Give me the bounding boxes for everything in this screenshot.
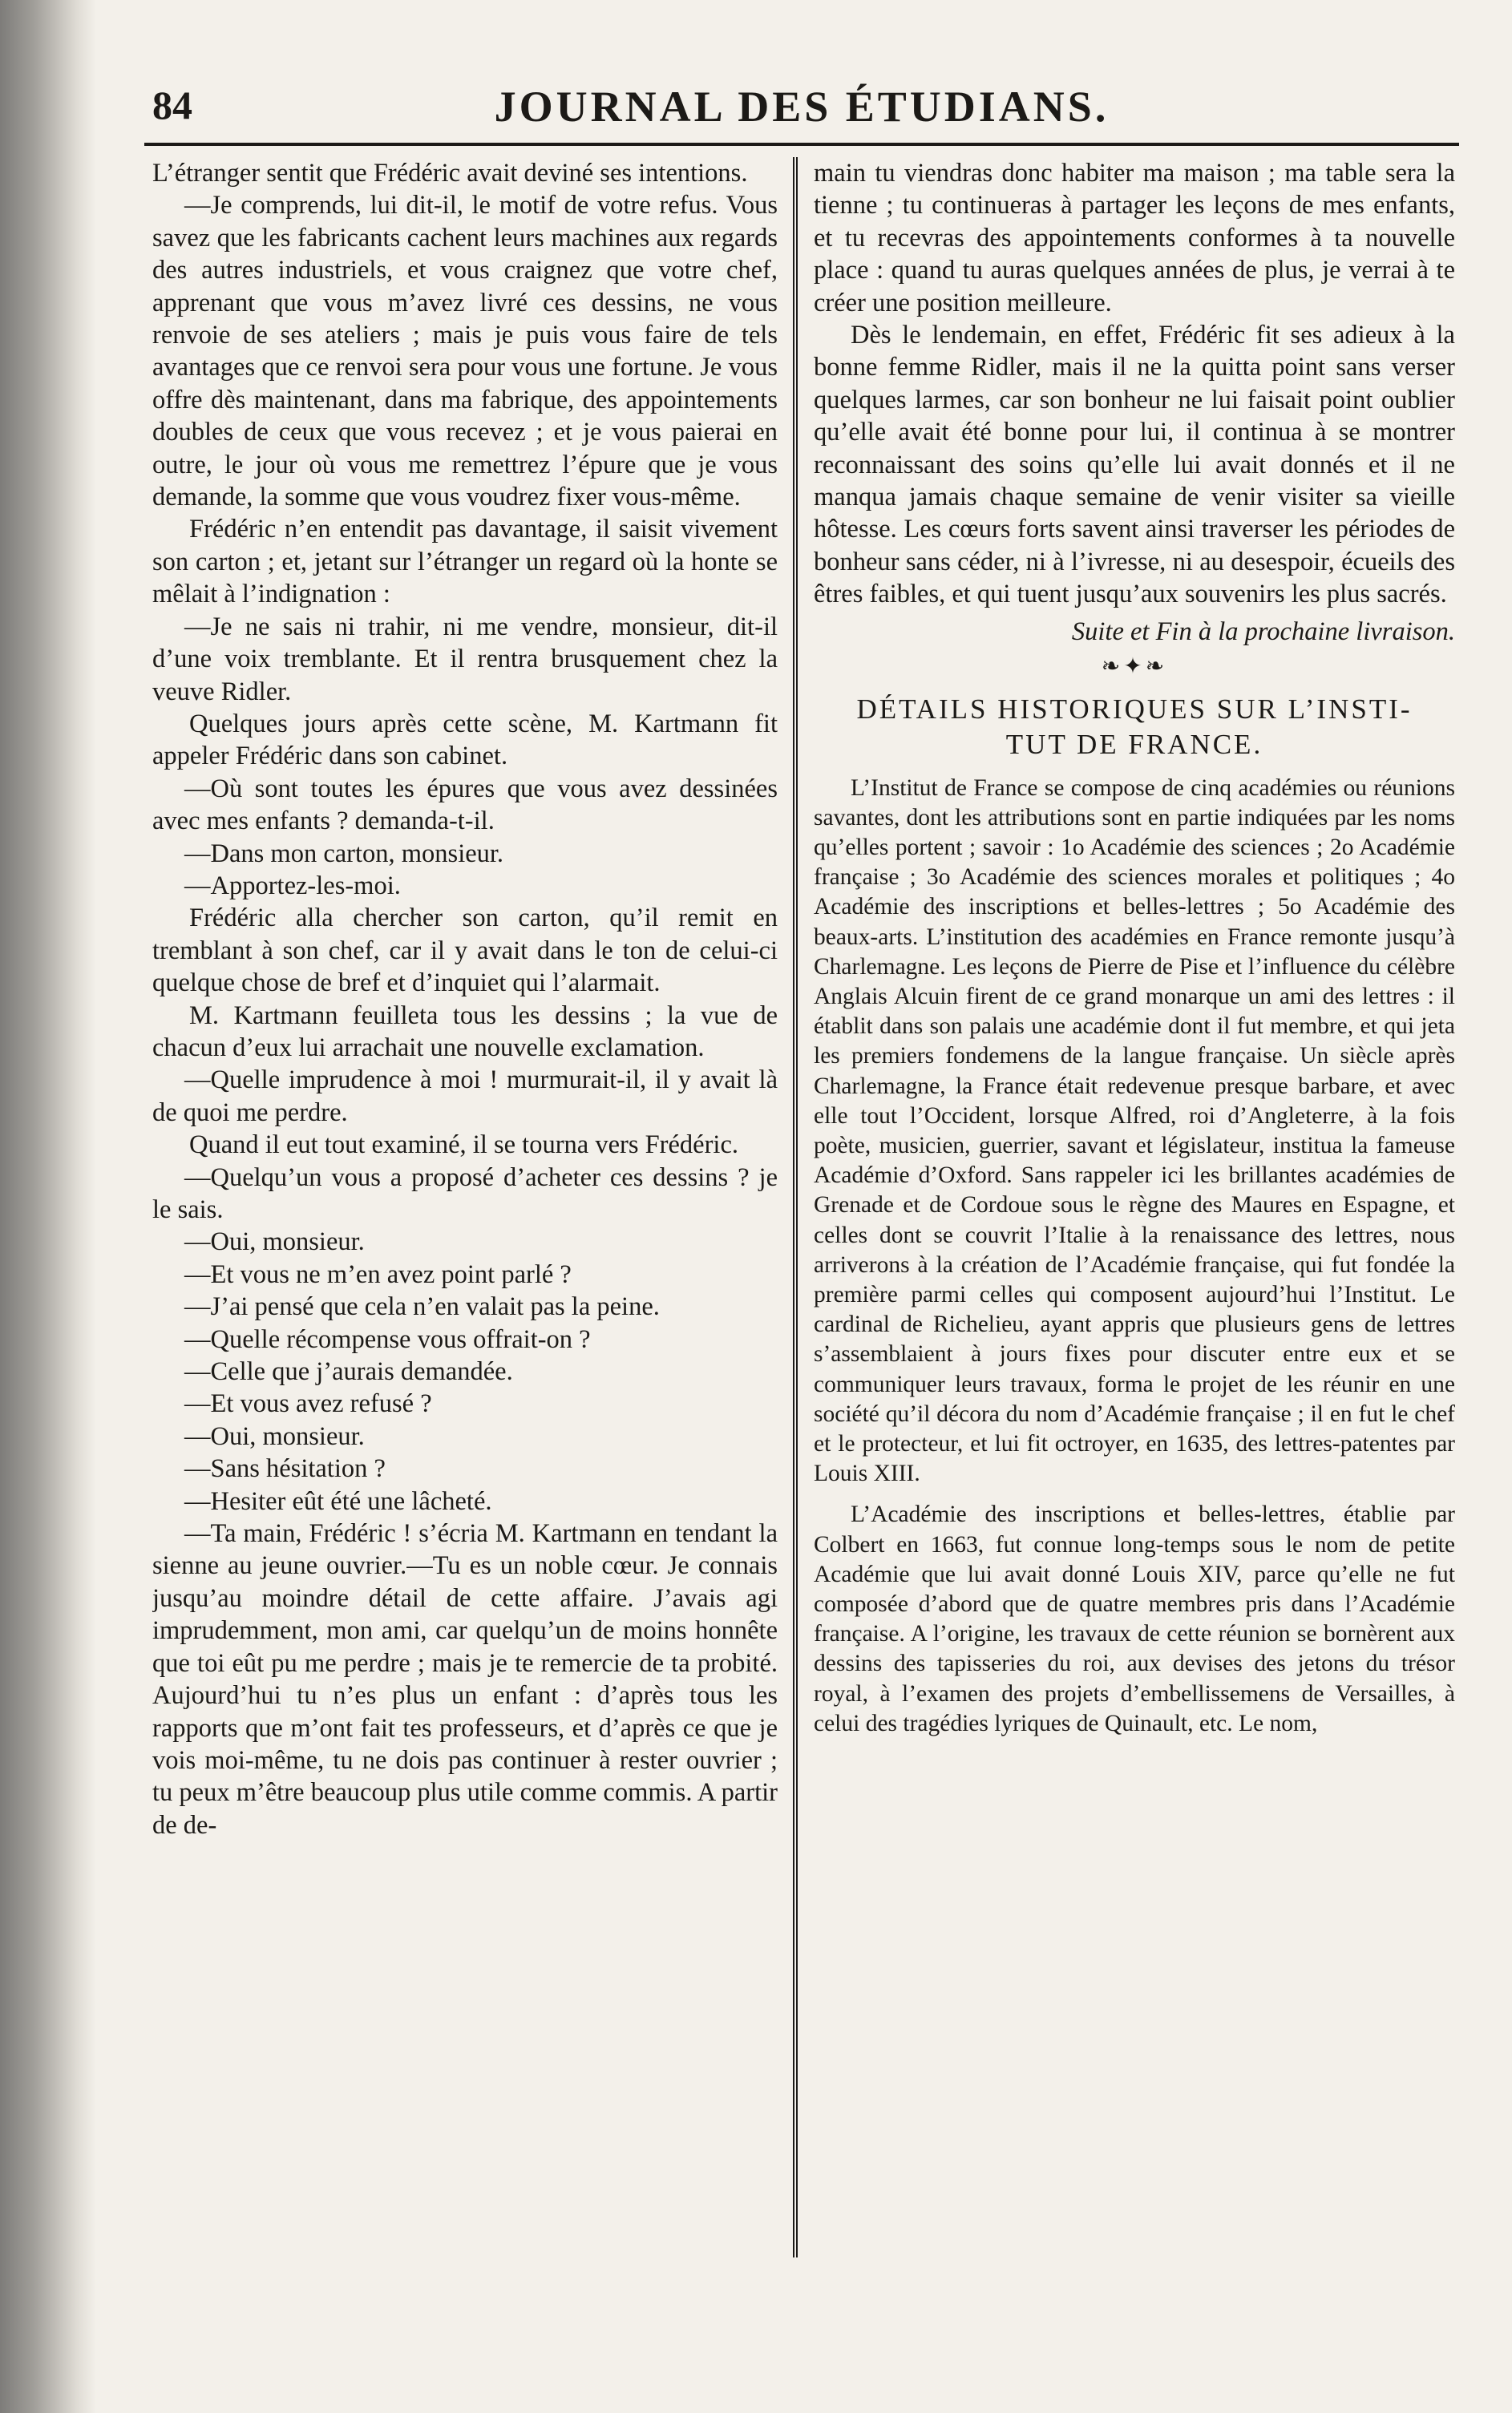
column-divider: [793, 157, 798, 2257]
paragraph: —Apportez-les-moi.: [184, 871, 401, 900]
paragraph: —Où sont toutes les épures que vous avez dessinées avec mes enfants ? demanda-t-il.: [152, 774, 778, 836]
paragraph: —Dans mon carton, monsieur.: [184, 839, 504, 868]
left-column: [152, 157, 778, 2265]
paragraph: —Oui, monsieur.: [184, 1421, 365, 1451]
paragraph-gap: [814, 1489, 1455, 1500]
section-title-line: TUT DE FRANCE.: [1005, 728, 1263, 760]
paragraph: —Oui, monsieur.: [184, 1227, 365, 1257]
paragraph: —Je comprends, lui dit-il, le motif de votre refus. Vous savez que les fabricants cachent leurs machines aux regards des autres industriels, et vous craignez que votre chef, apprenant que vous m’avez livré ces dessins, ne vous renvoie de ses ateliers ; mais je puis vous faire de tels avantages que ce renvoi sera pour vous une fortune. Je vous offre dès maintenant, dans ma fabrique, des appointements doubles de ceux que vous recevez ; et je vous paierai en outre, le jour où vous me remettrez l’épure que je vous demande, la somme que vous voudrez fixer vous-même.: [152, 191, 778, 512]
paragraph: Frédéric n’en entendit pas davantage, il saisit vivement son carton ; et, jetant sur l’étranger un regard où la honte se mêlait à l’indignation :: [152, 515, 778, 609]
paragraph: Quand il eut tout examiné, il se tourna vers Frédéric.: [189, 1130, 739, 1160]
page-edge-shadow: [0, 0, 96, 2413]
page-header: [144, 71, 1459, 135]
paragraph: —Quelle récompense vous offrait-on ?: [184, 1324, 591, 1354]
section-body: [814, 774, 1455, 1740]
paragraph: M. Kartmann feuilleta tous les dessins ; la vue de chacun d’eux lui arrachait une nouvelle exclamation.: [152, 1000, 778, 1062]
paragraph: —Hesiter eût été une lâcheté.: [184, 1486, 492, 1516]
section-title-line: DÉTAILS HISTORIQUES SUR L’INSTI-: [856, 693, 1413, 725]
paragraph: —Quelqu’un vous a proposé d’acheter ces dessins ? je le sais.: [152, 1162, 778, 1224]
paragraph: —Et vous avez refusé ?: [184, 1389, 432, 1419]
paragraph: L’Académie des inscriptions et belles-lettres, établie par Colbert en 1663, fut connue long-temps sous le nom de petite Académie que lui avait donné Louis XIV, parce qu’elle ne fut composée d’abord que de quatre membres pris dans l’Académie française. A l’origine, les travaux de cette réunion se bornèrent aux dessins des tapisseries du roi, aux devises des jetons du trésor royal, à l’examen des projets d’embellissemens de Versailles, à celui des tragédies lyriques de Quinault, etc. Le nom,: [814, 1502, 1455, 1736]
paragraph: —Sans hésitation ?: [184, 1454, 386, 1484]
paragraph: —J’ai pensé que cela n’en valait pas la peine.: [184, 1292, 660, 1322]
paragraph: Dès le lendemain, en effet, Frédéric fit ses adieux à la bonne femme Ridler, mais il ne la quitta point sans verser quelques larmes, car son bonheur ne lui faisait point oublier qu’elle avait été bonne pour lui, il continua à se montrer reconnaissant des soins qu’elle lui avait donnés et il ne manqua jamais chaque semaine de venir visiter sa vieille hôtesse. Les cœurs forts savent ainsi traverser les périodes de bonheur sans céder, ni à l’ivresse, ni au desespoir, écueils des êtres faibles, et qui tuent jusqu’aux souvenirs les plus sacrés.: [814, 321, 1455, 609]
paragraph: —Ta main, Frédéric ! s’écria M. Kartmann en tendant la sienne au jeune ouvrier.—Tu es un noble cœur. Je connais jusqu’au moindre détail de cette affaire. J’avais agi imprudemment, mon ami, car quelqu’un de moins honnête que toi eût pu me perdre ; mais je te remercie de ta probité. Aujourd’hui tu n’es plus un enfant : d’après tous les rapports que m’ont fait tes professeurs, et d’après ce que je vois moi-même, tu ne dois pas continuer à rester ouvrier ; tu peux m’être beaucoup plus utile comme commis. A partir de de-: [152, 1519, 778, 1840]
paragraph: —Et vous ne m’en avez point parlé ?: [184, 1259, 572, 1289]
paragraph: L’Institut de France se compose de cinq académies ou réunions savantes, dont les attributions sont en partie indiquées par les noms qu’elles portent ; savoir : 1o Académie des sciences ; 2o Académie française ; 3o Académie des sciences morales et politiques ; 4o Académie des inscriptions et belles-lettres ; 5o Académie des beaux-arts. L’institution des académies en France remonte jusqu’à Charlemagne. Les leçons de Pierre de Pise et l’influence du célèbre Anglais Alcuin firent de ce grand monarque un ami des lettres : il établit dans son palais une académie dont il fut membre, et qui jeta les premiers fondemens de la langue française. Un siècle après Charlemagne, la France était redevenue presque barbare, et avec elle tout l’Occident, lorsque Alfred, roi d’Angleterre, à la fois poète, musicien, guerrier, savant et législateur, institua la fameuse Académie d’Oxford. Sans rappeler ici les brillantes académies de Grenade et de Cordoue sous le règne des Maures en Espagne, et celles dont se couvrit l’Italie à la renaissance des lettres, nous arriverons à la création de l’Académie française, qui fut fondée la première parmi celles qui composent aujourd’hui l’Institut. Le cardinal de Richelieu, ayant appris que plusieurs gens de lettres s’assemblaient à jours fixes pour discuter entre eux et se communiquer leurs travaux, forma le projet de les réunir en une société qu’il décora du nom d’Académie française ; il en fut le chef et le protecteur, et lui fit octroyer, en 1635, des lettres-patentes par Louis XIII.: [814, 774, 1455, 1487]
paragraph: —Quelle imprudence à moi ! murmurait-il, il y avait là de quoi me perdre.: [152, 1065, 778, 1127]
ornament-divider: ❧✦❧: [1101, 654, 1168, 680]
right-column: [814, 157, 1455, 2265]
section-title: [814, 692, 1455, 762]
running-head: JOURNAL DES ÉTUDIANS.: [494, 83, 1110, 131]
paragraph: —Celle que j’aurais demandée.: [184, 1357, 513, 1387]
header-rule: [144, 143, 1459, 146]
page-number: 84: [152, 83, 192, 127]
paragraph: —Je ne sais ni trahir, ni me vendre, monsieur, dit-il d’une voix tremblante. Et il rentra brusquement chez la veuve Ridler.: [152, 612, 778, 706]
paragraph: L’étranger sentit que Frédéric avait deviné ses intentions.: [152, 159, 748, 188]
continuation-note: Suite et Fin à la prochaine livraison.: [1071, 616, 1455, 646]
paragraph: main tu viendras donc habiter ma maison ; ma table sera la tienne ; tu continueras à partager les leçons de mes enfants, et tu recevras des appointements conformes à ta nouvelle place : quand tu auras quelques années de plus, je verrai à te créer une position meilleure.: [814, 159, 1455, 317]
paragraph: Quelques jours après cette scène, M. Kartmann fit appeler Frédéric dans son cabinet.: [152, 709, 778, 771]
paragraph: Frédéric alla chercher son carton, qu’il remit en tremblant à son chef, car il y avait dans le ton de celui-ci quelque chose de bref et d’inquiet qui l’alarmait.: [152, 903, 778, 998]
